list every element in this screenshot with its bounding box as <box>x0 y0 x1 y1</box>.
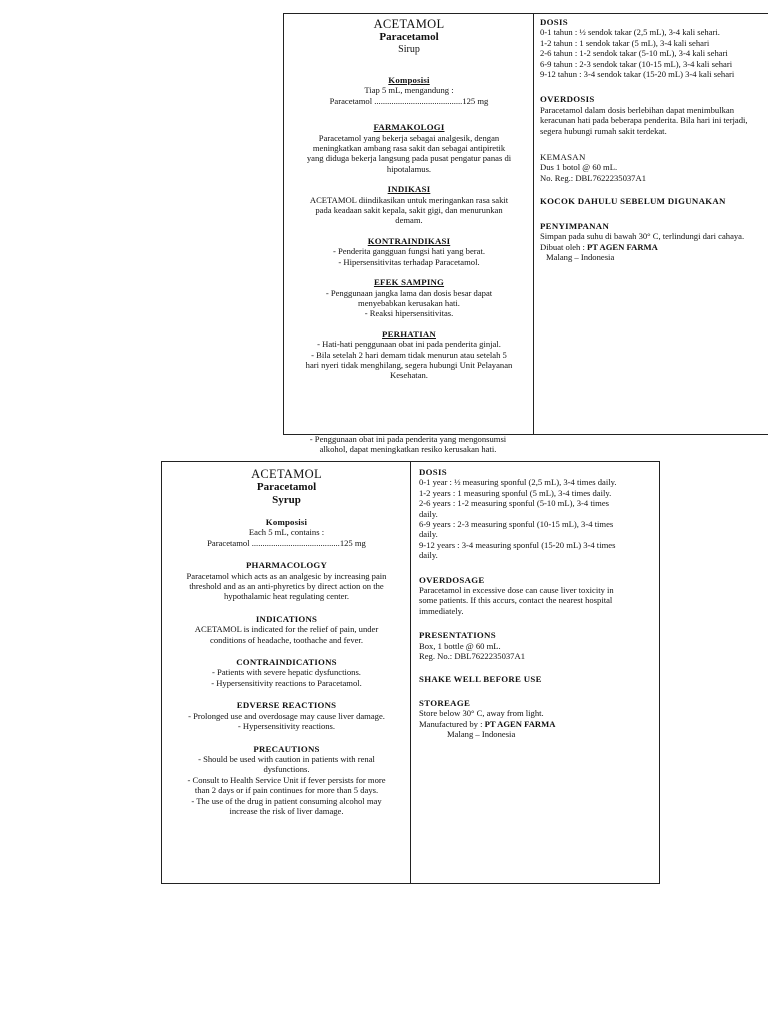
precautions-line: - Consult to Health Service Unit if fever persists for more <box>187 774 386 785</box>
indikasi-line: pada keadaan sakit kepala, sakit gigi, dan menurunkan <box>315 205 503 216</box>
pharmacology-line: threshold and as an anti-phyretics by direct action on the <box>189 581 384 592</box>
label-english-right-column <box>419 462 657 883</box>
product-form: Sirup <box>398 44 420 55</box>
column-divider <box>533 14 534 434</box>
precautions-line: - Should be used with caution in patients with renal <box>198 753 375 764</box>
perhatian-overflow <box>283 434 533 455</box>
farmakologi-line: hipotalamus. <box>386 163 432 174</box>
overdosis-line: keracunan hati pada beberapa penderita. Bila hari ini terjadi, <box>540 115 748 126</box>
dosis-line: 2-6 years : 1-2 measuring sponful (5-10 mL), 3-4 times <box>419 498 609 509</box>
pharmacology-line: Paracetamol which acts as an analgesic by increasing pain <box>186 570 387 581</box>
dosis-line: 9-12 years : 3-4 measuring sponful (15-20 mL) 3-4 times <box>419 539 616 550</box>
dosis-line: 6-9 tahun : 2-3 sendok takar (10-15 mL), 3-4 kali sehari <box>540 58 733 69</box>
dosis-line: 2-6 tahun : 1-2 sendok takar (5-10 mL), 3-4 kali sehari <box>540 48 728 59</box>
overdosage-heading: OVERDOSAGE <box>419 574 485 585</box>
dosis-line: 0-1 year : ½ measuring sponful (2,5 mL), 3-4 times daily. <box>419 477 617 488</box>
presentations-line: Box, 1 bottle @ 60 mL. <box>419 640 501 651</box>
komposisi-line: Each 5 mL, contains : <box>248 527 325 538</box>
dosis-line: daily. <box>419 508 438 519</box>
penyimpanan-heading: PENYIMPANAN <box>540 220 610 231</box>
komposisi-line: Paracetamol .........................................125 mg <box>329 95 489 106</box>
dosis-heading: DOSIS <box>540 17 568 27</box>
farmakologi-line: Paracetamol yang bekerja sebagai analgesik, dengan <box>318 132 500 143</box>
kocok-notice: KOCOK DAHULU SEBELUM DIGUNAKAN <box>540 196 726 207</box>
dosis-line: daily. <box>419 550 438 561</box>
indikasi-line: ACETAMOL diindikasikan untuk meringankan rasa sakit <box>309 194 509 205</box>
kontraindikasi-heading: KONTRAINDIKASI <box>367 235 451 246</box>
perhatian-line: - Hati-hati penggunaan obat ini pada penderita ginjal. <box>317 339 501 350</box>
contraindications-line: - Hypersensitivity reactions to Paracetamol. <box>211 677 362 688</box>
efek-samping-line: menyebabkan kerusakan hati. <box>358 297 460 308</box>
kemasan-line: No. Reg.: DBL7622235037A1 <box>540 172 646 183</box>
column-divider <box>410 462 411 883</box>
adverse-reactions-line: - Prolonged use and overdosage may cause liver damage. <box>188 710 385 721</box>
penyimpanan-line: Simpan pada suhu di bawah 30° C, terlindungi dari cahaya. <box>540 231 745 242</box>
manufacturer-name: PT AGEN FARMA <box>587 241 658 252</box>
manufacturer-line <box>540 242 768 252</box>
presentations-heading: PRESENTATIONS <box>419 630 496 641</box>
pharmacology-line: hypothalamic heat regulating center. <box>223 591 350 602</box>
storage-heading: STOREAGE <box>419 697 471 708</box>
shake-notice: SHAKE WELL BEFORE USE <box>419 673 542 684</box>
overdosage-line: some patients. If this accurs, contact the nearest hospital <box>419 595 613 606</box>
dosis-heading: DOSIS <box>419 467 447 477</box>
dosis-line: 1-2 years : 1 measuring sponful (5 mL), 3-4 times daily. <box>419 487 612 498</box>
product-generic-name: Paracetamol <box>256 481 317 493</box>
overdosage-line: Paracetamol in excessive dose can cause liver toxicity in <box>419 585 614 596</box>
perhatian-line: hari nyeri tidak menghilang, segera hubungi Unit Pelayanan <box>305 359 513 370</box>
adverse-reactions-line: - Hypersensitivity reactions. <box>237 721 336 732</box>
indications-line: conditions of headache, toothache and fever. <box>210 634 363 645</box>
manufacturer-city: Malang – Indonesia <box>546 251 615 262</box>
kontraindikasi-line: - Penderita gangguan fungsi hati yang berat. <box>332 246 485 257</box>
efek-samping-line: - Reaksi hipersensitivitas. <box>364 308 454 319</box>
manufacturer-name: PT AGEN FARMA <box>484 718 556 729</box>
manufacturer-label: Dibuat oleh : <box>540 241 588 252</box>
pharmacology-heading: PHARMACOLOGY <box>245 560 328 571</box>
label-indonesian <box>283 13 768 435</box>
presentations-line: Reg. No.: DBL7622235037A1 <box>419 651 525 662</box>
product-form: Syrup <box>272 494 301 506</box>
manufacturer-city: Malang – Indonesia <box>447 729 516 740</box>
dosis-line: 6-9 years : 2-3 measuring sponful (10-15 mL), 3-4 times <box>419 519 614 530</box>
precautions-heading: PRECAUTIONS <box>253 743 320 754</box>
farmakologi-line: yang diduga bekerja langsung pada pusat pengatur panas di <box>306 153 512 164</box>
farmakologi-line: meningkatkan ambang rasa sakit dan sebagai antipiretik <box>312 143 506 154</box>
label-english-left-column <box>162 462 411 883</box>
dosis-line: daily. <box>419 529 438 540</box>
product-title: ACETAMOL <box>373 17 445 31</box>
dosis-line: 9-12 tahun : 3-4 sendok takar (15-20 mL) 3-4 kali sehari <box>540 69 735 80</box>
precautions-line: - The use of the drug in patient consuming alcohol may <box>191 795 382 806</box>
komposisi-line: Tiap 5 mL, mengandung : <box>364 85 454 96</box>
dosis-line: 1-2 tahun : 1 sendok takar (5 mL), 3-4 kali sehari <box>540 37 710 48</box>
overdosis-heading: OVERDOSIS <box>540 94 595 105</box>
label-english <box>161 461 660 884</box>
contraindications-heading: CONTRAINDICATIONS <box>236 657 337 668</box>
komposisi-heading: Komposisi <box>265 517 308 527</box>
adverse-reactions-heading: EDVERSE REACTIONS <box>236 700 337 711</box>
storage-line: Store below 30° C, away from light. <box>419 708 544 719</box>
perhatian-line: - Bila setelah 2 hari demam tidak menurun atau setelah 5 <box>311 349 507 360</box>
indications-line: ACETAMOL is indicated for the relief of pain, under <box>194 624 379 635</box>
komposisi-heading: Komposisi <box>388 75 430 85</box>
dosis-line: 0-1 tahun : ½ sendok takar (2,5 mL), 3-4 kali sehari. <box>540 27 720 38</box>
efek-samping-line: - Penggunaan jangka lama dan dosis besar dapat <box>325 287 493 298</box>
perhatian-heading: PERHATIAN <box>382 328 436 339</box>
label-indonesian-left-column <box>284 14 534 434</box>
precautions-line: dysfunctions. <box>263 764 310 775</box>
kemasan-line: Dus 1 botol @ 60 mL. <box>540 162 618 173</box>
manufacturer-line <box>419 719 657 729</box>
precautions-line: increase the risk of liver damage. <box>229 805 344 816</box>
overdosis-line: segera hubungi rumah sakit terdekat. <box>540 125 667 136</box>
komposisi-line: Paracetamol .........................................125 mg <box>207 537 366 548</box>
indikasi-line: demam. <box>395 215 423 226</box>
kemasan-heading: KEMASAN <box>540 152 586 163</box>
perhatian-line: Kesehatan. <box>390 370 428 381</box>
precautions-line: than 2 days or if pain continues for more than 5 days. <box>194 785 379 796</box>
overdosage-line: immediately. <box>419 605 464 616</box>
overdosis-line: Paracetamol dalam dosis berlebihan dapat menimbulkan <box>540 104 735 115</box>
farmakologi-heading: FARMAKOLOGI <box>373 122 445 133</box>
manufacturer-label: Manufactured by : <box>419 718 485 729</box>
perhatian-line: alkohol, dapat meningkatkan resiko kerusakan hati. <box>319 444 497 455</box>
contraindications-line: - Patients with severe hepatic dysfunctions. <box>212 667 361 678</box>
label-indonesian-right-column <box>540 14 768 434</box>
kontraindikasi-line: - Hipersensitivitas terhadap Paracetamol. <box>338 256 480 267</box>
indikasi-heading: INDIKASI <box>387 184 431 195</box>
product-generic-name: Paracetamol <box>379 31 439 43</box>
product-title: ACETAMOL <box>251 467 322 481</box>
perhatian-line: - Penggunaan obat ini pada penderita yang mengonsumsi <box>309 434 507 444</box>
efek-samping-heading: EFEK SAMPING <box>373 277 445 288</box>
indications-heading: INDICATIONS <box>255 613 318 624</box>
